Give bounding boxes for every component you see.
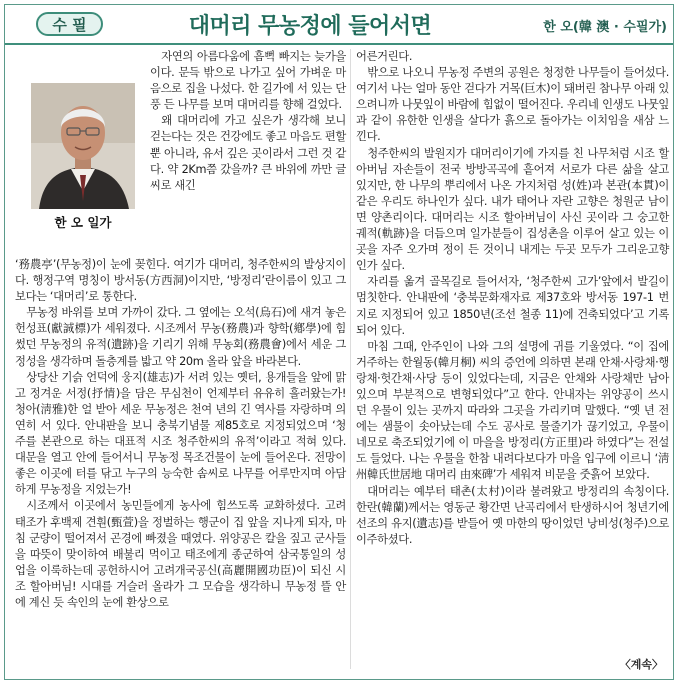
paragraph: 시조께서 이곳에서 농민들에게 농사에 힘쓰도록 교화하셨다. 고려 태조가 후백제 견훤(甄萱)을 정벌하는 행군이 집 앞을 지나게 되자, 마침 군량이 떨어져서 곤경에 빠졌을 때였다. 위양공은 칼을 짚고 군사들을 따뜻이 맞이하여 배불리 먹이고 태조에게 종군하여 삼국통일의 성업을 이룩하는데 공헌하시어 고려개국공신(高麗開國功臣)이 되신 시조 할아버님! 시대를 거슬러 올라가 그 모습을 생각하니 무농정 뜰 안에 계신 듯 속인의 눈에 환상으로 [15,499,346,609]
paragraph: ‘務農亭’(무농정)이 눈에 꽂힌다. 여기가 대머리, 청주한씨의 발상지이다. 행정구역 명칭이 방서동(方西洞)이지만, ‘방정리’란이름이 있고 그보다는 ‘대머리’로 통한다. [15,258,346,304]
paragraph: 청주한씨의 발원지가 대머리이기에 가지를 친 나무처럼 시조 할아버님 자손들이 전국 방방곡곡에 흩어져 서로가 다른 삶을 살고 있지만, 한 나무의 뿌리에서 나온 가지처럼 성(姓)과 본관(本貫)이 같은 우리도 하나인가 싶다. 내가 태어나 자란 고향은 청원군 남이면 양촌리이다. 대머리는 시조 할아버님이 사신 곳이라 그 숭고한 궤적(軌跡)을 더듬으며 일가분들이 집성촌을 이루어 살고 있는 이곳을 자주 오가며 정이 든 것이니 내게는 두곳 모두가 그리운고향인가 싶다. [356,146,669,273]
author-byline: 한 오(韓 澳 · 수필가) [543,20,667,35]
paragraph: 마침 그때, 안주인이 나와 그의 설명에 귀를 기울였다. “이 집에 거주하는 한월동(韓月桐) 씨의 증언에 의하면 본래 안채·사랑채·행랑채·헛간채·사당 등이 있었다는데, 지금은 안채와 사랑채만 남아 있으며 부분적으로 변형되었다”고 한다. 안내자는 위양공이 쓰시던 우물이 있는 곳까지 따라와 그곳을 가리키며 말했다. “옛 년 전에는 샘물이 솟아났는데 수도 공사로 물줄기가 끊기었고, 우물이 네모로 축조되었기에 이 마을을 방정리(方正里)라 하였다”는 전설도 들었다. 나는 우물을 한참 내려다보다가 마을 입구에 이르니 ‘淸州韓氏世居地 대머리 由來碑’가 세워져 비문을 줏흙어 보았다. [356,339,669,482]
article-header [5,5,673,45]
paragraph: 밖으로 나오니 무농정 주변의 공원은 청정한 나무들이 들어섰다. 여기서 나는 얼마 동안 걷다가 거목(巨木)이 돼버린 참나무 아래 있으려니까 나뭇잎이 바람에 힘없이 떨어진다. 우리네 인생도 나뭇잎과 같이 유한한 인생을 살다가 흙으로 돌아가는 이치임을 새삼 느낀다. [356,66,669,144]
column-one [15,257,346,611]
column-one-top [150,49,346,194]
photo-caption: 한 오 일가 [54,215,112,230]
paragraph: 자리를 옮겨 골목길로 들어서자, ‘청주한씨 고가’앞에서 발길이 멈칫한다. 안내판에 ‘충북문화재자료 제37호와 방서동 197-1 번지로 지정되어 있고 1850년(조선 철종 11)에 건축되었다’고 기록되어 있다. [356,275,669,337]
paragraph: 어른거린다. [356,50,413,63]
column-divider [350,49,351,669]
paragraph: 자연의 아름다움에 흠뻑 빠지는 늦가을이다. 문득 밖으로 나가고 싶어 가벼운 마음으로 집을 나섰다. 한 길가에 서 있는 단풍 든 나무를 보며 대머리를 향해 걸었다. [150,50,346,112]
continued-marker: 〈계속〉 [619,658,663,671]
category-tag: 수 필 [36,12,103,36]
paragraph: 무농정 바위를 보며 가까이 갔다. 그 옆에는 오석(烏石)에 새겨 놓은 헌성표(獻誠標)가 세워졌다. 시조께서 무농(務農)과 향학(鄕學)에 힘썼던 무농정의 유적(遺跡)을 기리기 위해 무농회(務農會)에서 세운 그 정성을 생각하며 돌층계를 밟고 약 20m 올라 앞을 바라본다. [15,306,346,368]
paragraph: 상당산 기슭 언덕에 웅지(雄志)가 서려 있는 옛터, 용개들을 앞에 맑고 정겨운 서정(抒情)을 담은 무심천이 언제부터 유유히 흘러왔는가! 청아(淸雅)한 얼 받아 세운 무농정은 천여 년의 긴 역사를 자랑하며 의연히 서 있다. 안내판을 보니 충북기념물 제85호로 지정되었으며 ‘청주를 본관으로 하는 대표적 시조 청주한씨의 유적’이라고 적혀 있다. 대문을 열고 안에 들어서니 무농정 목조건물이 눈에 들어온다. 전망이 좋은 이곳에 터를 닦고 누구의 능숙한 솜씨로 나무를 어루만지며 아담하게 무농정을 지었는가! [15,370,346,497]
paragraph: 왜 대머리에 가고 싶은가 생각해 보니 걷는다는 것은 건강에도 좋고 마음도 편할 뿐 아니라, 유서 깊은 곳이라서 그런 것 같다. 약 2Km쯤 갔을까? 큰 바위에 까만 글씨로 새긴 [150,114,346,192]
author-photo [31,83,135,209]
article-page [4,4,674,680]
article-title: 대머리 무농정에 들어서면 [188,14,432,39]
paragraph: 대머리는 예부터 태촌(太村)이라 불려왔고 방정리의 속칭이다. 한란(韓蘭)께서는 영동군 황간면 난곡리에서 탄생하시어 청년기에 선조의 유지(遺志)를 받들어 옛 마한의 땅이었던 낭비성(청주)으로 이주하셨다. [356,484,669,546]
column-two [356,49,669,548]
